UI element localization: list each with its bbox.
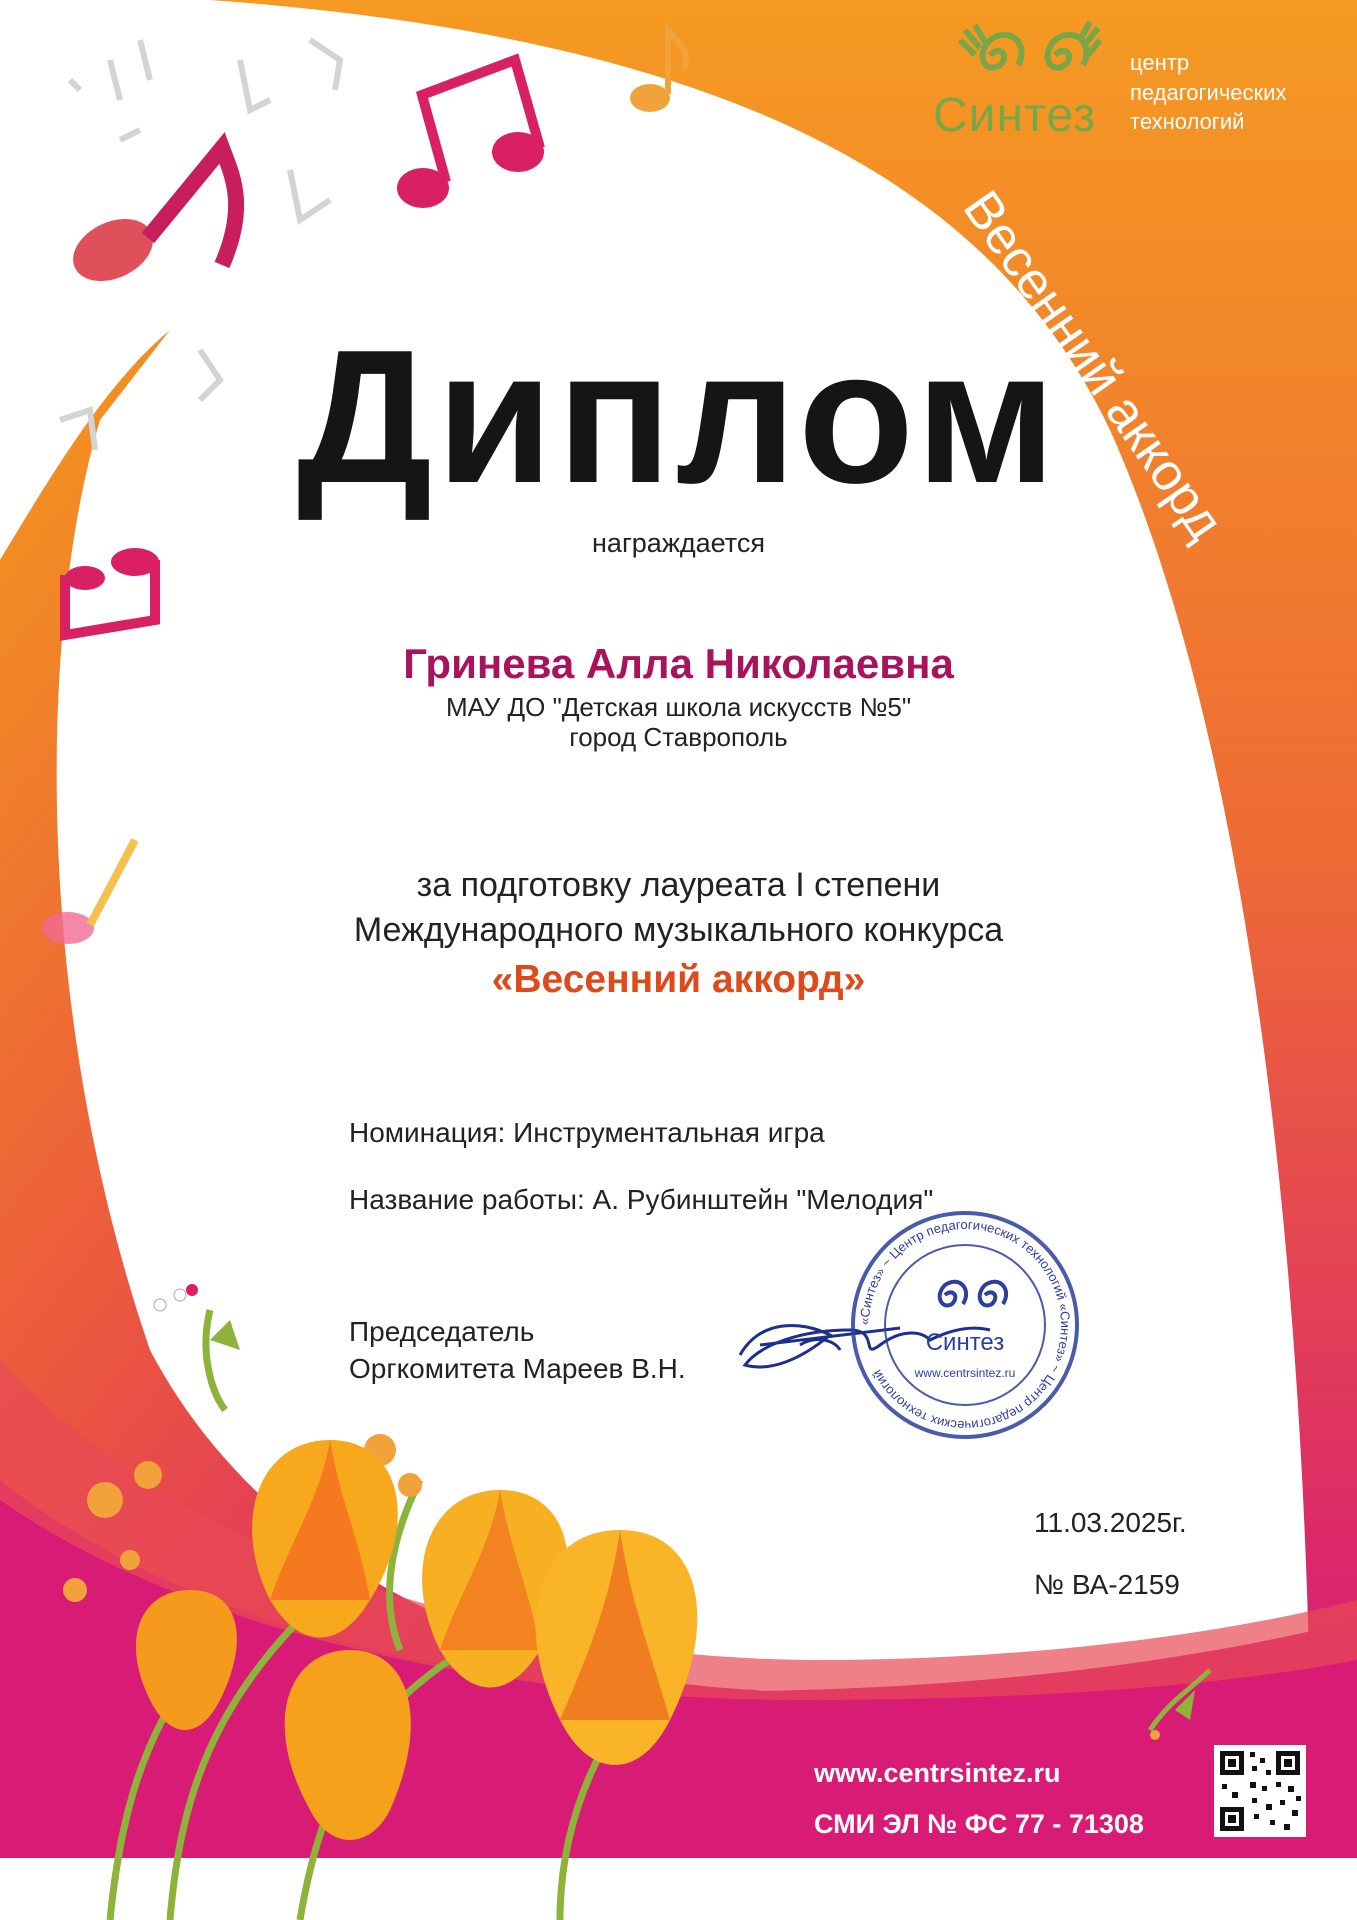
- awarded-label: награждается: [592, 528, 765, 558]
- recipient-name: Гринева Алла Николаевна: [403, 640, 954, 687]
- work-title: Название работы: А. Рубинштейн "Мелодия": [349, 1184, 934, 1215]
- contest-name: «Весенний аккорд»: [491, 958, 866, 1001]
- organization-line2: город Ставрополь: [569, 722, 788, 752]
- logo-subtitle-line1: центр: [1130, 50, 1190, 75]
- logo-subtitle-line3: технологий: [1130, 109, 1245, 134]
- organization-line1: МАУ ДО "Детская школа искусств №5": [445, 692, 912, 722]
- diploma-number: № ВА-2159: [1034, 1569, 1180, 1600]
- reason-line2: Международного музыкального конкурса: [353, 911, 1004, 949]
- stamp-url: www.centrsintez.ru: [914, 1366, 1016, 1380]
- footer-website: www.centrsintez.ru: [814, 1758, 1061, 1788]
- side-title: Весенний аккорд: [951, 180, 1235, 551]
- stamp-ring-text: «Синтез» ~ Центр педагогических технологий «Синтез» ~ Центр педагогических технологий: [856, 1216, 1074, 1434]
- chair-line1: Председатель: [349, 1316, 535, 1347]
- issue-date: 11.03.2025г.: [1034, 1507, 1187, 1538]
- chair-line2: Оргкомитета Мареев В.Н.: [349, 1353, 686, 1384]
- logo-subtitle-line2: педагогических: [1130, 80, 1287, 105]
- reason-line1: за подготовку лауреата I степени: [416, 866, 941, 904]
- footer-smi: СМИ ЭЛ № ФС 77 - 71308: [814, 1809, 1144, 1839]
- diploma-title: Диплом: [296, 311, 1061, 523]
- stamp-word: Синтез: [925, 1329, 1005, 1356]
- logo-word: Синтез: [933, 89, 1097, 142]
- nomination: Номинация: Инструментальная игра: [349, 1117, 825, 1148]
